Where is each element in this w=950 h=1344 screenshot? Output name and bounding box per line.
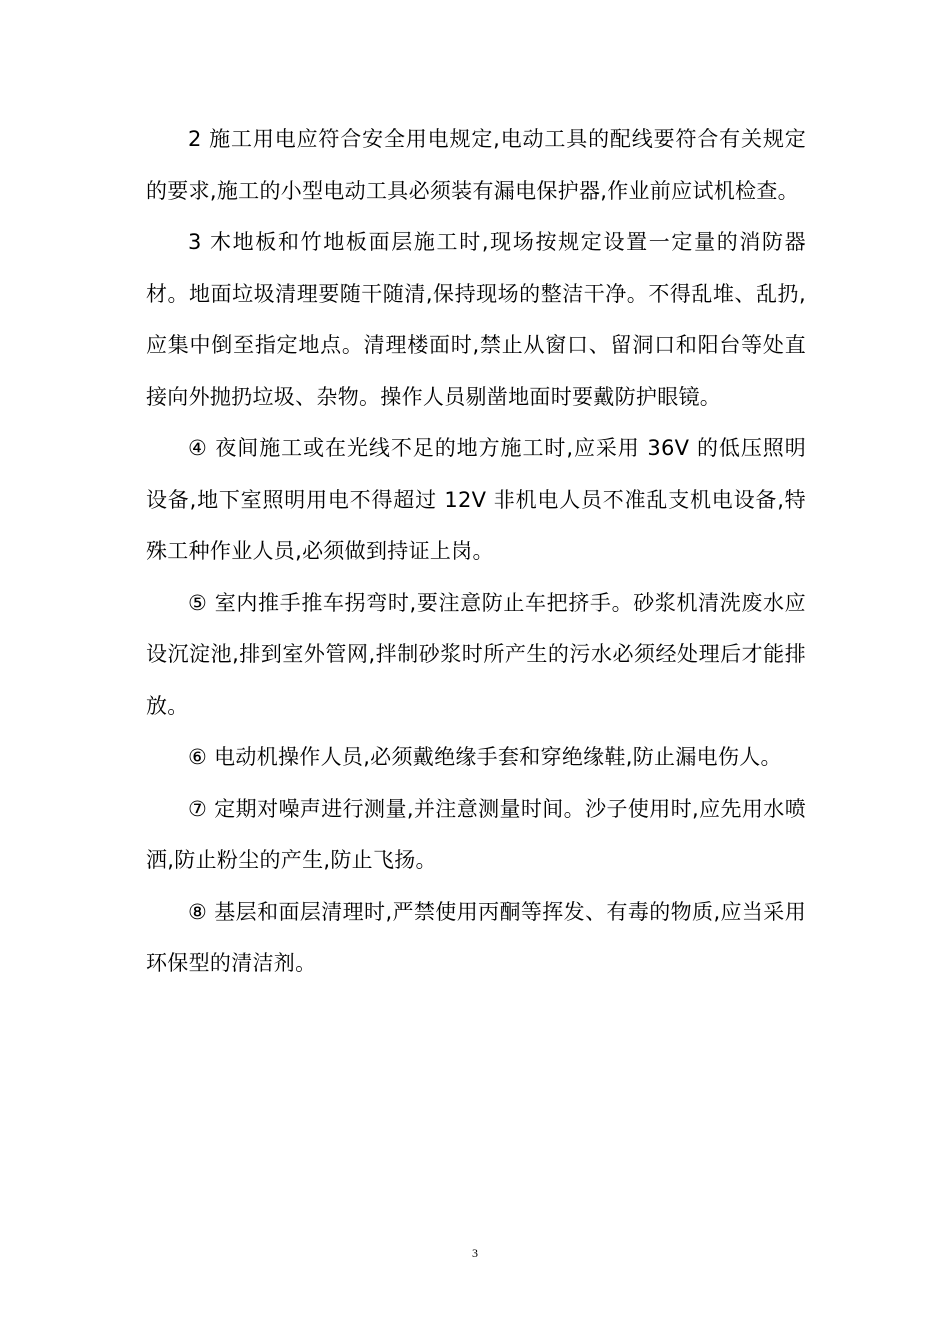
paragraph-cart-and-wastewater: ⑤ 室内推手推车拐弯时,要注意防止车把挤手。砂浆机清洗废水应设沉淀池,排到室外管网,拌制砂浆时所产生的污水必须经处理后才能排放。: [146, 590, 806, 718]
paragraph-electric-safety: 2 施工用电应符合安全用电规定,电动工具的配线要符合有关规定的要求,施工的小型电动工具必须装有漏电保护器,作业前应试机检查。: [146, 127, 806, 203]
paragraph-noise-and-dust: ⑦ 定期对噪声进行测量,并注意测量时间。沙子使用时,应先用水喷洒,防止粉尘的产生,防止飞扬。: [146, 796, 806, 872]
paragraph-cleaning-agents: ⑧ 基层和面层清理时,严禁使用丙酮等挥发、有毒的物质,应当采用环保型的清洁剂。: [146, 899, 806, 975]
paragraph-fire-and-debris: 3 木地板和竹地板面层施工时,现场按规定设置一定量的消防器材。地面垃圾清理要随干随清,保持现场的整洁干净。不得乱堆、乱扔,应集中倒至指定地点。清理楼面时,禁止从窗口、留洞口和阳台等处直接向外抛扔垃圾、杂物。操作人员剔凿地面时要戴防护眼镜。: [146, 230, 806, 409]
paragraph-night-lighting: ④ 夜间施工或在光线不足的地方施工时,应采用 36V 的低压照明设备,地下室照明用电不得超过 12V 非机电人员不准乱支机电设备,特殊工种作业人员,必须做到持证上岗。: [146, 436, 806, 563]
document-body: [146, 114, 806, 990]
page-number: 3: [472, 1246, 478, 1260]
paragraph-motor-operators: ⑥ 电动机操作人员,必须戴绝缘手套和穿绝缘鞋,防止漏电伤人。: [188, 745, 782, 769]
